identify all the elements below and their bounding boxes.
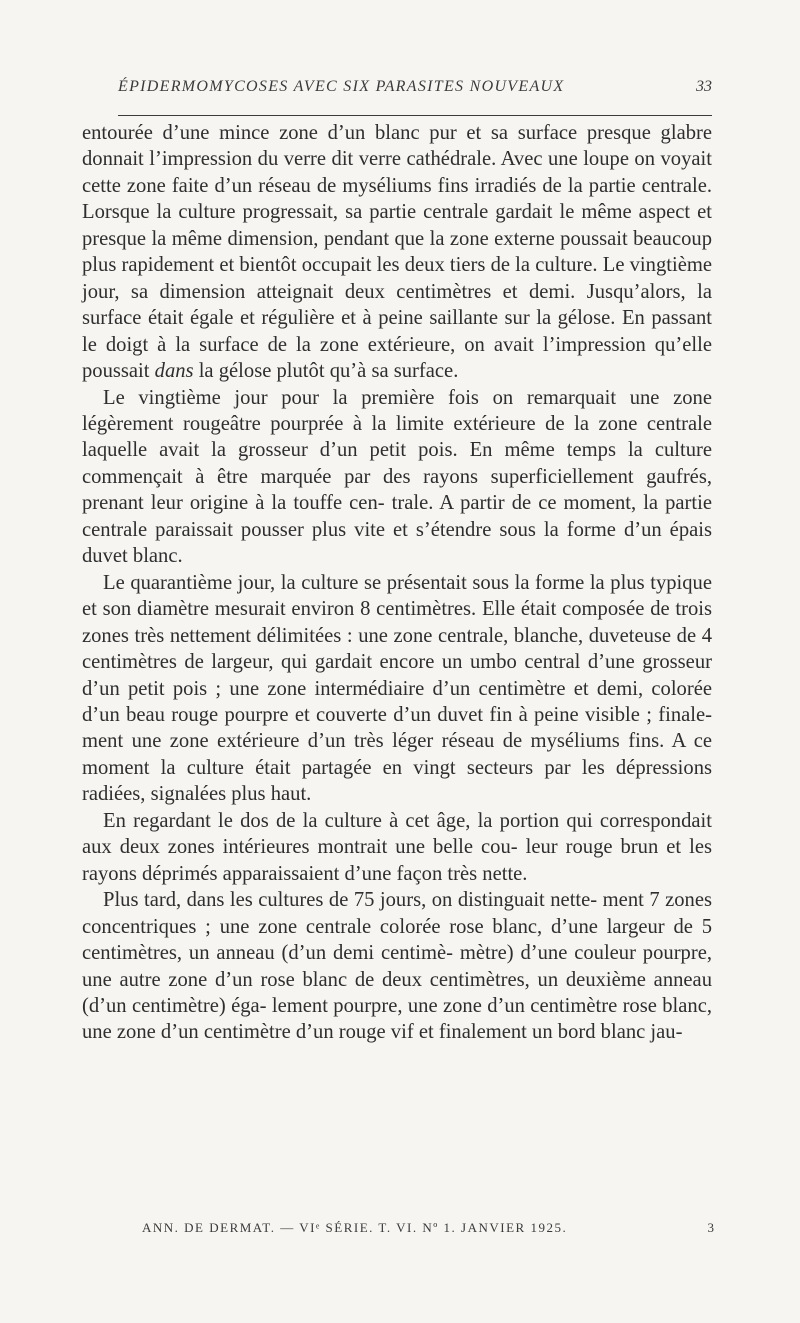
header-rule (118, 115, 712, 116)
line-5-1: Plus tard, dans les cultures de 75 jours, on distinguait nette- (103, 889, 598, 912)
line-1-3: une loupe on voyait cette zone faite d’un réseau de myséliums (82, 148, 712, 197)
paragraph-5 (82, 887, 712, 1046)
line-2-6: trale. A partir de ce moment, la partie centrale paraissait pousser (82, 492, 712, 541)
line-1-2: glabre donnait l’impression du verre dit verre cathédrale. Avec (82, 122, 713, 171)
line-1-8: Le vingtième jour, sa dimension atteignait deux centimètres et (82, 254, 712, 303)
paragraph-1 (82, 120, 712, 385)
line-2-3: zone centrale laquelle avait la grosseur d’un petit pois. En même (82, 412, 713, 462)
line-2-7: plus vite et s’étendre sous la forme d’un épais duvet blanc. (82, 518, 712, 568)
line-2-1: Le vingtième jour pour la première fois on remarquait une (103, 386, 660, 409)
line-3-9: fins. A ce moment la culture était partagée en vingt secteurs par (82, 730, 712, 779)
line-3-10: les dépressions radiées, signalées plus haut. (82, 756, 713, 806)
page (82, 70, 714, 1235)
line-1-6: dimension, pendant que la zone externe poussait beaucoup (227, 227, 712, 250)
line-3-8: ment une zone extérieure d’un très léger réseau de myséliums (82, 730, 620, 753)
line-5-5: de deux centimètres, un deuxième anneau (d’un centimètre) éga- (82, 968, 712, 1017)
line-4-1: En regardant le dos de la culture à cet âge, la portion qui (103, 809, 593, 832)
body-text (82, 120, 712, 1046)
line-1-11: zone extérieure, on avait l’impression qu’elle poussait (82, 333, 712, 383)
line-4-3: leur rouge brun et les rayons déprimés apparaissaient d’une façon (82, 836, 712, 885)
line-3-1: Le quarantième jour, la culture se présentait sous la forme la (103, 571, 605, 594)
line-1-10: saillante sur la gélose. En passant le doigt à la surface de la (82, 307, 712, 356)
line-3-2: plus typique et son diamètre mesurait environ 8 centimètres. Elle (82, 571, 712, 621)
running-title: ÉPIDERMOMYCOSES AVEC SIX PARASITES NOUVEAUX (118, 78, 565, 95)
emphasis-dans: dans (154, 360, 194, 383)
paragraph-3 (82, 570, 712, 808)
line-5-6: lement pourpre, une zone d’un centimètre rose blanc, une zone (82, 994, 712, 1044)
line-1-12: gélose plutôt qu’à sa surface. (218, 360, 459, 383)
line-1-11-end: la (193, 360, 214, 383)
line-4-2: correspondait aux deux zones intérieures montrait une belle cou- (82, 809, 712, 859)
running-head (82, 70, 712, 98)
footer (142, 1220, 714, 1236)
paragraph-2 (82, 385, 712, 570)
paragraph-4 (82, 808, 712, 887)
line-5-3: d’une largeur de 5 centimètres, un anneau (d’un demi centimè- (82, 915, 712, 965)
line-1-7: plus rapidement et bientôt occupait les deux tiers de la culture. (82, 254, 598, 277)
line-5-4: mètre) d’une couleur pourpre, une autre zone d’un rose blanc (82, 942, 712, 991)
line-3-4: zone centrale, blanche, duveteuse de 4 centimètres de largeur, qui (82, 624, 712, 674)
line-5-2: ment 7 zones concentriques ; une zone centrale colorée rose blanc, (82, 889, 712, 938)
signature-mark: 3 (707, 1220, 714, 1235)
line-1-4: fins irradiés de la partie centrale. Lorsque la culture progressait, (82, 174, 712, 224)
line-3-6: une zone intermédiaire d’un centimètre et demi, colorée d’un beau (82, 677, 712, 726)
line-1-5: sa partie centrale gardait le même aspect et presque la même (82, 201, 712, 250)
line-1-1: entourée d’une mince zone d’un blanc pur et sa surface presque (82, 122, 651, 144)
line-2-5: superficiellement gaufrés, prenant leur origine à la touffe cen- (82, 465, 712, 515)
journal-reference: ANN. DE DERMAT. — VIᵉ SÉRIE. T. VI. Nº 1. JANVIER 1925. (142, 1220, 568, 1235)
line-3-3: était composée de trois zones très nettement délimitées : une (82, 598, 712, 647)
line-3-5: gardait encore un umbo central d’une grosseur d’un petit pois ; (82, 651, 712, 700)
line-2-4: temps la culture commençait à être marquée par des rayons (82, 439, 712, 488)
page-number: 33 (696, 78, 712, 95)
line-4-4: très nette. (447, 862, 528, 885)
line-2-2: zone légèrement rougeâtre pourprée à la limite extérieure de la (82, 386, 712, 435)
line-1-9: demi. Jusqu’alors, la surface était égale et régulière et à peine (82, 280, 713, 330)
line-3-7: rouge pourpre et couverte d’un duvet fin à peine visible ; finale- (171, 703, 712, 726)
line-5-7: d’un centimètre d’un rouge vif et finalement un bord blanc jau- (160, 1021, 683, 1044)
